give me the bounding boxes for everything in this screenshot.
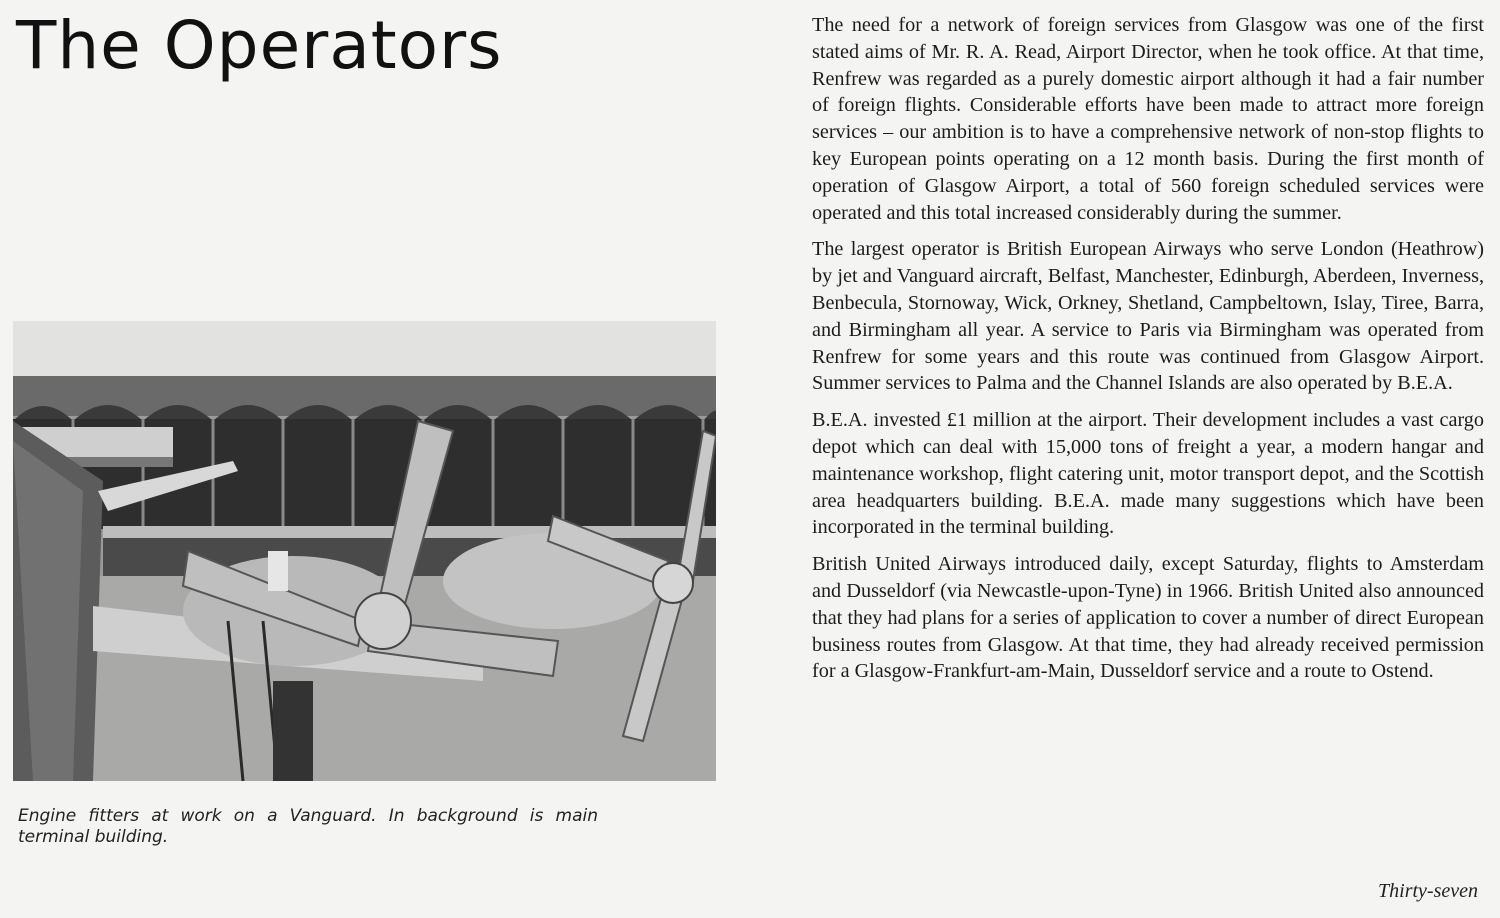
vanguard-engine-photo — [13, 321, 716, 781]
paragraph-bea-routes: The largest operator is British European Airways who serve London (Heathrow) by jet and Vanguard aircraft, Belfast, Manchester, Edinburgh, Aberdeen, Inverness, Benbecula, Stornoway, Wick, Orkney, Shetland, Campbeltown, Islay, Tiree, Barra, and Birmingham all year. A service to Paris via Birmingham was operated from Renfrew for some years and this route was continued from Glasgow Airport. Summer services to Palma and the Channel Islands are also operated by B.E.A. — [812, 238, 1484, 395]
page-number: Thirty-seven — [1378, 880, 1478, 902]
photo-caption: Engine fitters at work on a Vanguard. In background is main terminal building. — [18, 806, 598, 847]
photo-illustration — [13, 321, 716, 781]
paragraph-british-united: British United Airways introduced daily, except Saturday, flights to Amsterdam and Dusseldorf (via Newcastle-upon-Tyne) in 1966. British United also announced that they had plans for a series of application to cover a number of direct European business routes from Glasgow. At that time, they had already received permission for a Glasgow-Frankfurt-am-Main, Dusseldorf service and a route to Ostend. — [812, 553, 1484, 683]
article-body — [812, 12, 1484, 695]
paragraph-bea-investment: B.E.A. invested £1 million at the airport. Their development includes a vast cargo depot which can deal with 15,000 tons of freight a year, a modern hangar and maintenance workshop, flight catering unit, motor transport depot, and the Scottish area headquarters building. B.E.A. made many suggestions which have been incorporated in the terminal building. — [812, 409, 1484, 539]
page-title: The Operators — [16, 7, 503, 84]
paragraph-foreign-services: The need for a network of foreign services from Glasgow was one of the first stated aims of Mr. R. A. Read, Airport Director, when he took office. At that time, Renfrew was regarded as a purely domestic airport although it had a fair number of foreign flights. Considerable efforts have been made to attract more foreign services – our ambition is to have a comprehensive network of non-stop flights to key European points operating on a 12 month basis. During the first month of operation of Glasgow Airport, a total of 560 foreign scheduled services were operated and this total increased considerably during the summer. — [812, 14, 1484, 224]
